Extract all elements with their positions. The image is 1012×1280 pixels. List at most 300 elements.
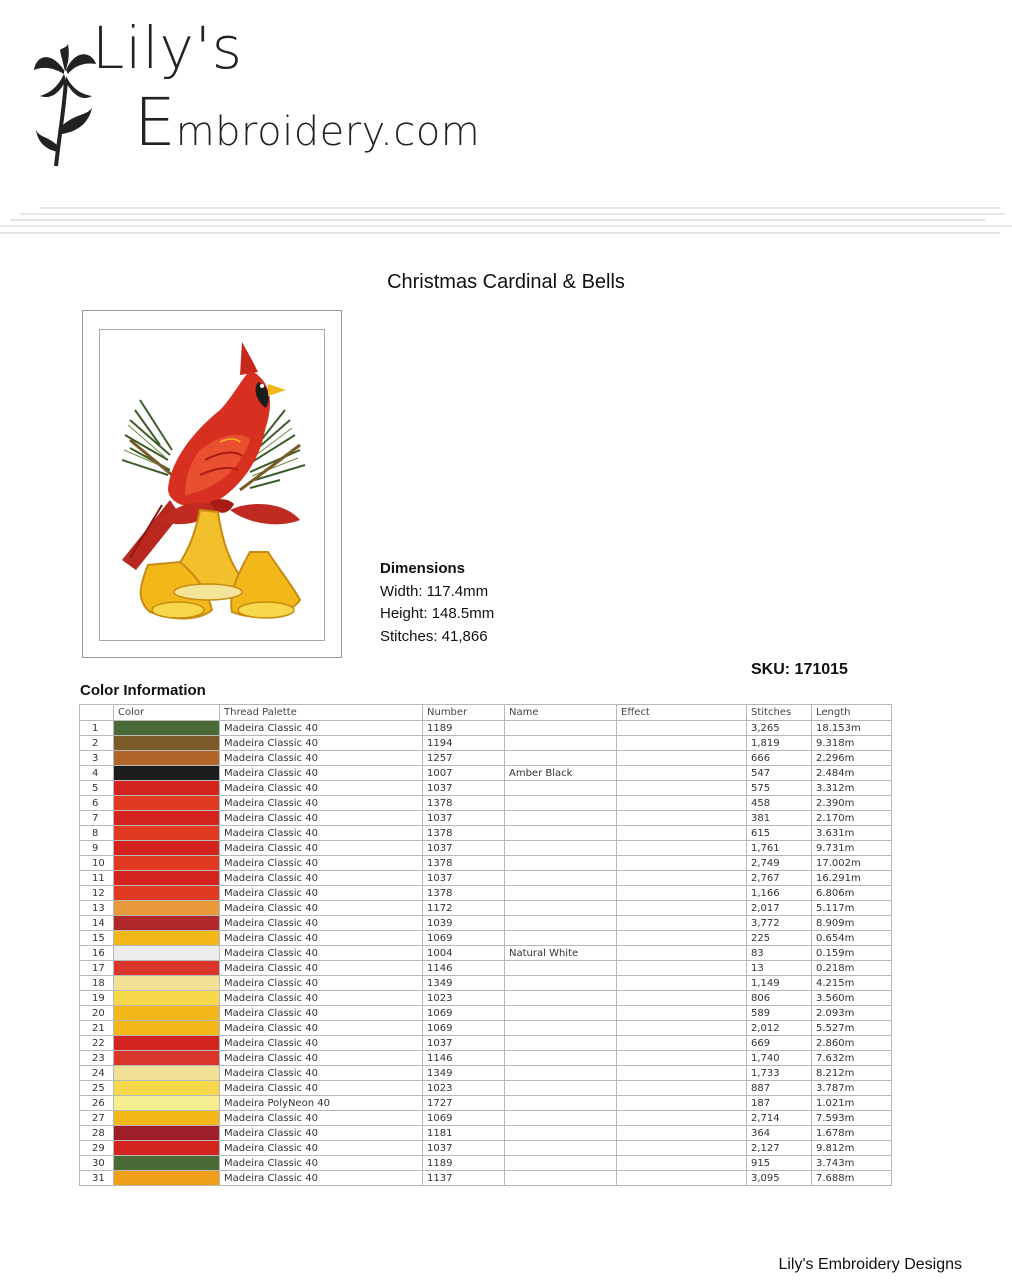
header-length: Length [812,705,892,721]
color-swatch [114,736,220,751]
thread-length: 9.731m [812,841,892,856]
color-swatch [114,1081,220,1096]
table-row [80,736,892,751]
row-index: 24 [80,1066,114,1081]
thread-palette: Madeira Classic 40 [220,826,423,841]
table-row [80,1006,892,1021]
thread-name [505,1006,617,1021]
thread-length: 1.678m [812,1126,892,1141]
color-swatch-fill [114,841,219,855]
thread-name [505,1021,617,1036]
table-row [80,946,892,961]
thread-length: 16.291m [812,871,892,886]
row-index: 6 [80,796,114,811]
thread-effect [617,766,747,781]
thread-name [505,1126,617,1141]
thread-number: 1189 [423,1156,505,1171]
thread-length: 5.117m [812,901,892,916]
thread-number: 1137 [423,1171,505,1186]
color-swatch [114,901,220,916]
thread-number: 1007 [423,766,505,781]
logo-lilys-text: Lily's [92,14,244,82]
row-index: 16 [80,946,114,961]
color-swatch-fill [114,1081,219,1095]
thread-effect [617,751,747,766]
color-swatch-fill [114,1111,219,1125]
thread-name [505,796,617,811]
thread-length: 2.093m [812,1006,892,1021]
row-index: 2 [80,736,114,751]
lily-flower-icon [30,30,100,170]
thread-length: 2.390m [812,796,892,811]
thread-effect [617,1156,747,1171]
thread-number: 1146 [423,1051,505,1066]
thread-number: 1004 [423,946,505,961]
color-swatch [114,946,220,961]
dimensions-height: Height: 148.5mm [380,605,495,622]
thread-name: Amber Black [505,766,617,781]
color-table-header [80,705,892,721]
thread-palette: Madeira Classic 40 [220,1006,423,1021]
header-color: Color [114,705,220,721]
row-index: 11 [80,871,114,886]
color-swatch-fill [114,1141,219,1155]
row-index: 20 [80,1006,114,1021]
color-swatch [114,1021,220,1036]
thread-number: 1727 [423,1096,505,1111]
thread-name [505,976,617,991]
color-information-heading: Color Information [80,682,206,699]
dimensions-block [380,558,494,648]
stitch-count: 13 [747,961,812,976]
table-row [80,751,892,766]
stitch-count: 83 [747,946,812,961]
thread-palette: Madeira Classic 40 [220,991,423,1006]
thread-length: 4.215m [812,976,892,991]
thread-length: 6.806m [812,886,892,901]
color-swatch [114,1096,220,1111]
dimensions-heading: Dimensions [380,560,466,577]
stitch-count: 2,127 [747,1141,812,1156]
thread-number: 1146 [423,961,505,976]
thread-number: 1023 [423,991,505,1006]
header-divider [0,200,1012,240]
dimensions-stitches: Stitches: 41,866 [380,627,488,645]
thread-number: 1378 [423,856,505,871]
color-swatch-fill [114,1171,219,1185]
thread-length: 2.170m [812,811,892,826]
thread-palette: Madeira Classic 40 [220,931,423,946]
color-swatch [114,1051,220,1066]
design-title: Christmas Cardinal & Bells [387,271,625,293]
row-index: 25 [80,1081,114,1096]
row-index: 23 [80,1051,114,1066]
thread-palette: Madeira Classic 40 [220,961,423,976]
thread-number: 1037 [423,841,505,856]
thread-name [505,1051,617,1066]
thread-palette: Madeira Classic 40 [220,841,423,856]
color-swatch [114,916,220,931]
thread-effect [617,1021,747,1036]
thread-palette: Madeira Classic 40 [220,811,423,826]
thread-palette: Madeira Classic 40 [220,766,423,781]
row-index: 4 [80,766,114,781]
stitch-count: 2,714 [747,1111,812,1126]
table-row [80,1036,892,1051]
color-swatch-fill [114,886,219,900]
thread-effect [617,796,747,811]
logo-domain: mbroidery.com [175,109,481,155]
color-swatch [114,751,220,766]
thread-length: 2.860m [812,1036,892,1051]
thread-number: 1189 [423,721,505,736]
stitch-count: 615 [747,826,812,841]
thread-length: 7.593m [812,1111,892,1126]
table-row [80,871,892,886]
color-swatch [114,931,220,946]
thread-effect [617,916,747,931]
color-swatch-fill [114,1066,219,1080]
stitch-count: 3,772 [747,916,812,931]
color-swatch-fill [114,901,219,915]
thread-palette: Madeira Classic 40 [220,1051,423,1066]
row-index: 17 [80,961,114,976]
row-index: 30 [80,1156,114,1171]
thread-palette: Madeira Classic 40 [220,886,423,901]
logo-initial: E [134,84,176,161]
table-row [80,781,892,796]
table-row [80,796,892,811]
thread-name [505,1066,617,1081]
color-swatch-fill [114,1126,219,1140]
thread-length: 18.153m [812,721,892,736]
thread-name [505,856,617,871]
thread-length: 5.527m [812,1021,892,1036]
thread-name [505,1156,617,1171]
thread-length: 3.560m [812,991,892,1006]
thread-effect [617,1141,747,1156]
color-swatch [114,781,220,796]
color-swatch-fill [114,1156,219,1170]
thread-effect [617,856,747,871]
color-swatch-fill [114,946,219,960]
thread-length: 2.296m [812,751,892,766]
stitch-count: 3,095 [747,1171,812,1186]
thread-name [505,1141,617,1156]
row-index: 15 [80,931,114,946]
color-table [79,704,892,1186]
row-index: 29 [80,1141,114,1156]
table-row [80,961,892,976]
color-swatch [114,1141,220,1156]
thread-name [505,1081,617,1096]
thread-palette: Madeira Classic 40 [220,1081,423,1096]
thread-number: 1037 [423,1141,505,1156]
color-swatch [114,766,220,781]
color-swatch [114,886,220,901]
table-row [80,841,892,856]
thread-effect [617,1081,747,1096]
row-index: 10 [80,856,114,871]
thread-effect [617,901,747,916]
table-row [80,1141,892,1156]
stitch-count: 2,749 [747,856,812,871]
stitch-count: 666 [747,751,812,766]
thread-effect [617,961,747,976]
stitch-count: 225 [747,931,812,946]
thread-name [505,751,617,766]
color-swatch-fill [114,721,219,735]
thread-palette: Madeira Classic 40 [220,976,423,991]
thread-number: 1378 [423,826,505,841]
thread-name [505,901,617,916]
thread-number: 1349 [423,976,505,991]
thread-number: 1194 [423,736,505,751]
row-index: 22 [80,1036,114,1051]
row-index: 19 [80,991,114,1006]
color-swatch [114,856,220,871]
thread-effect [617,1051,747,1066]
color-swatch-fill [114,856,219,870]
stitch-count: 589 [747,1006,812,1021]
table-row [80,811,892,826]
color-swatch-fill [114,1036,219,1050]
row-index: 7 [80,811,114,826]
thread-palette: Madeira Classic 40 [220,751,423,766]
stitch-count: 547 [747,766,812,781]
row-index: 12 [80,886,114,901]
thread-length: 3.312m [812,781,892,796]
thread-name [505,841,617,856]
stitch-count: 887 [747,1081,812,1096]
thread-name [505,736,617,751]
thread-length: 0.218m [812,961,892,976]
row-index: 14 [80,916,114,931]
table-row [80,1066,892,1081]
color-swatch [114,1171,220,1186]
stitch-count: 1,740 [747,1051,812,1066]
color-swatch [114,1126,220,1141]
color-swatch [114,1156,220,1171]
header-index [80,705,114,721]
table-row [80,826,892,841]
thread-palette: Madeira Classic 40 [220,1141,423,1156]
color-swatch-fill [114,1006,219,1020]
thread-number: 1378 [423,796,505,811]
table-row [80,931,892,946]
thread-name [505,931,617,946]
table-row [80,1111,892,1126]
thread-name [505,1036,617,1051]
color-swatch [114,871,220,886]
color-swatch-fill [114,796,219,810]
thread-effect [617,1066,747,1081]
stitch-count: 2,767 [747,871,812,886]
thread-name [505,886,617,901]
row-index: 9 [80,841,114,856]
thread-palette: Madeira Classic 40 [220,721,423,736]
color-swatch [114,721,220,736]
sku-label: SKU: 171015 [751,661,848,678]
thread-effect [617,976,747,991]
stitch-count: 575 [747,781,812,796]
thread-length: 2.484m [812,766,892,781]
thread-name [505,781,617,796]
thread-palette: Madeira Classic 40 [220,1021,423,1036]
color-swatch-fill [114,991,219,1005]
row-index: 28 [80,1126,114,1141]
thread-palette: Madeira Classic 40 [220,736,423,751]
color-swatch-fill [114,826,219,840]
thread-palette: Madeira Classic 40 [220,856,423,871]
color-swatch [114,991,220,1006]
stitch-count: 381 [747,811,812,826]
color-swatch-fill [114,1051,219,1065]
thread-number: 1069 [423,1006,505,1021]
table-row [80,1051,892,1066]
logo-embroidery-text [134,84,481,161]
row-index: 26 [80,1096,114,1111]
thread-number: 1349 [423,1066,505,1081]
table-row [80,856,892,871]
table-row [80,886,892,901]
thread-palette: Madeira Classic 40 [220,1036,423,1051]
header-stitches: Stitches [747,705,812,721]
logo [30,10,481,170]
stitch-count: 2,012 [747,1021,812,1036]
color-swatch-fill [114,781,219,795]
stitch-count: 364 [747,1126,812,1141]
thread-number: 1172 [423,901,505,916]
thread-name: Natural White [505,946,617,961]
thread-length: 0.654m [812,931,892,946]
header-name: Name [505,705,617,721]
color-swatch [114,1066,220,1081]
thread-number: 1039 [423,916,505,931]
thread-length: 9.318m [812,736,892,751]
thread-palette: Madeira Classic 40 [220,781,423,796]
table-row [80,901,892,916]
table-row [80,1156,892,1171]
thread-effect [617,781,747,796]
thread-name [505,991,617,1006]
thread-name [505,811,617,826]
thread-name [505,1171,617,1186]
thread-effect [617,991,747,1006]
thread-number: 1069 [423,931,505,946]
color-swatch-fill [114,961,219,975]
thread-name [505,871,617,886]
row-index: 8 [80,826,114,841]
thread-length: 3.631m [812,826,892,841]
thread-name [505,916,617,931]
stitch-count: 458 [747,796,812,811]
thread-effect [617,946,747,961]
table-row [80,1126,892,1141]
stitch-count: 806 [747,991,812,1006]
stitch-count: 1,761 [747,841,812,856]
design-preview-frame [82,310,342,658]
thread-palette: Madeira Classic 40 [220,916,423,931]
thread-name [505,1111,617,1126]
thread-palette: Madeira PolyNeon 40 [220,1096,423,1111]
thread-number: 1023 [423,1081,505,1096]
thread-name [505,721,617,736]
footer-brand: Lily's Embroidery Designs [778,1256,962,1273]
thread-number: 1037 [423,811,505,826]
thread-name [505,826,617,841]
stitch-count: 1,819 [747,736,812,751]
thread-name [505,961,617,976]
color-swatch-fill [114,1021,219,1035]
thread-number: 1257 [423,751,505,766]
color-swatch [114,796,220,811]
stitch-count: 669 [747,1036,812,1051]
thread-palette: Madeira Classic 40 [220,871,423,886]
thread-length: 1.021m [812,1096,892,1111]
thread-palette: Madeira Classic 40 [220,1111,423,1126]
thread-length: 7.632m [812,1051,892,1066]
row-index: 21 [80,1021,114,1036]
color-swatch [114,826,220,841]
thread-palette: Madeira Classic 40 [220,1156,423,1171]
table-row [80,916,892,931]
stitch-count: 3,265 [747,721,812,736]
color-swatch [114,976,220,991]
row-index: 5 [80,781,114,796]
thread-effect [617,871,747,886]
row-index: 1 [80,721,114,736]
color-swatch [114,1006,220,1021]
thread-length: 17.002m [812,856,892,871]
thread-number: 1069 [423,1111,505,1126]
design-preview [99,329,325,641]
color-swatch-fill [114,811,219,825]
thread-effect [617,841,747,856]
thread-palette: Madeira Classic 40 [220,796,423,811]
stitch-count: 1,149 [747,976,812,991]
color-swatch-fill [114,736,219,750]
thread-length: 8.909m [812,916,892,931]
row-index: 13 [80,901,114,916]
thread-effect [617,931,747,946]
stitch-count: 915 [747,1156,812,1171]
header-thread-palette: Thread Palette [220,705,423,721]
thread-number: 1378 [423,886,505,901]
color-swatch-fill [114,766,219,780]
table-row [80,721,892,736]
thread-effect [617,886,747,901]
stitch-count: 1,733 [747,1066,812,1081]
color-swatch [114,961,220,976]
header-number: Number [423,705,505,721]
row-index: 18 [80,976,114,991]
thread-effect [617,1036,747,1051]
thread-length: 8.212m [812,1066,892,1081]
thread-effect [617,1126,747,1141]
thread-palette: Madeira Classic 40 [220,901,423,916]
color-swatch [114,1036,220,1051]
stitch-count: 1,166 [747,886,812,901]
thread-number: 1181 [423,1126,505,1141]
color-swatch-fill [114,871,219,885]
color-swatch-fill [114,916,219,930]
thread-effect [617,1171,747,1186]
stitch-count: 187 [747,1096,812,1111]
stitch-count: 2,017 [747,901,812,916]
table-row [80,1081,892,1096]
thread-palette: Madeira Classic 40 [220,1126,423,1141]
